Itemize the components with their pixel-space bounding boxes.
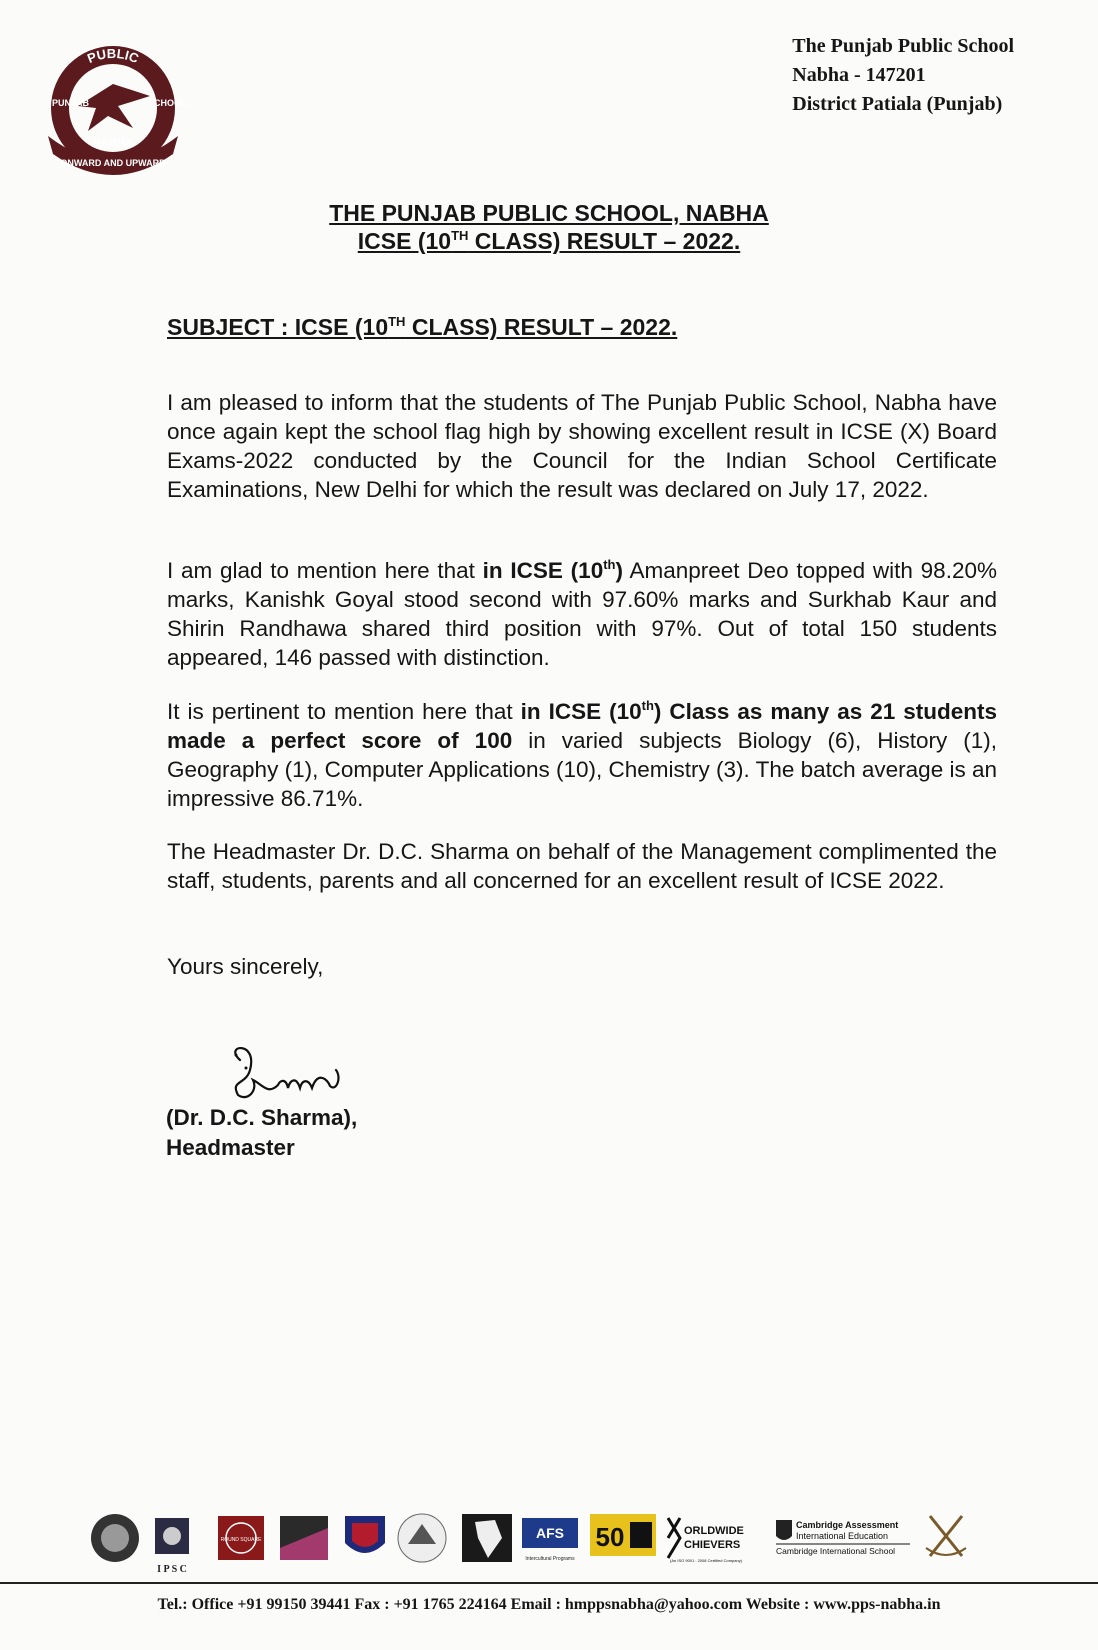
paragraph-4: The Headmaster Dr. D.C. Sharma on behalf of the Management complimented the staff, students, parents and all concerned for an excellent result of ICSE 2022. bbox=[167, 839, 997, 893]
india-map-logo bbox=[462, 1514, 512, 1562]
svg-text:CHIEVERS: CHIEVERS bbox=[684, 1539, 741, 1551]
svg-text:50: 50 bbox=[595, 1522, 625, 1552]
svg-text:ROUND SQUARE: ROUND SQUARE bbox=[220, 1537, 262, 1543]
svg-text:International Education: International Education bbox=[796, 1531, 889, 1541]
ipsc-logo bbox=[155, 1518, 189, 1575]
logo-motto: ONWARD AND UPWARD bbox=[60, 158, 166, 168]
affiliation-logo-4 bbox=[280, 1516, 328, 1560]
paragraph-1: I am pleased to inform that the students of The Punjab Public School, Nabha have once again kept the school flag high by showing excellent result in ICSE (X) Board Exams-2022 conducted by the Council for the Indian School Certificate Examinations, New Delhi for which the result was declared on July 17, 2022. bbox=[167, 390, 997, 502]
worldwide-achievers-logo bbox=[668, 1518, 744, 1563]
subject-line: SUBJECT : ICSE (10TH CLASS) RESULT – 2022. bbox=[167, 314, 678, 340]
school-address bbox=[792, 32, 1014, 119]
address-line-1: The Punjab Public School bbox=[792, 35, 1014, 57]
crossed-rifles-logo bbox=[926, 1516, 966, 1556]
logo-left-text: PUNJAB bbox=[52, 98, 90, 108]
top-50-logo bbox=[590, 1514, 656, 1556]
svg-text:(An ISO 9001 : 2008 Certified: (An ISO 9001 : 2008 Certified Company) bbox=[670, 1558, 743, 1563]
footer-contact: Tel.: Office +91 99150 39441 Fax : +91 1765 224164 Email : hmppsnabha@yahoo.com Website : www.pps-nabha.in bbox=[157, 1596, 941, 1613]
federation-logo bbox=[398, 1514, 446, 1562]
signatory-name: (Dr. D.C. Sharma), bbox=[166, 1105, 358, 1130]
cambridge-logo bbox=[776, 1520, 910, 1556]
svg-text:Cambridge Assessment: Cambridge Assessment bbox=[796, 1520, 899, 1530]
logo-bottom-text: NABHA bbox=[93, 137, 133, 149]
shield-logo bbox=[345, 1516, 385, 1553]
paragraph-3: It is pertinent to mention here that in ICSE (10th) Class as many as 21 students made a perfect score of 100 in varied subjects Biology (6), History (1), Geography (1), Computer Applications (10), Chemistry (3). The batch average is an impressive 86.71%. bbox=[167, 698, 997, 811]
footer-divider bbox=[0, 1582, 1098, 1584]
signatory-block bbox=[166, 1103, 357, 1163]
closing: Yours sincerely, bbox=[167, 954, 324, 979]
logo-right-text: SCHOOL bbox=[148, 98, 187, 108]
document-title-line-2: ICSE (10TH CLASS) RESULT – 2022. bbox=[357, 228, 741, 254]
svg-text:AFS: AFS bbox=[536, 1525, 564, 1541]
afs-logo bbox=[522, 1518, 578, 1562]
document-title-line-1: THE PUNJAB PUBLIC SCHOOL, NABHA bbox=[329, 200, 769, 226]
address-line-2: Nabha - 147201 bbox=[792, 64, 926, 86]
affiliation-logo-1 bbox=[91, 1514, 139, 1562]
svg-text:Intercultural Programs: Intercultural Programs bbox=[525, 1556, 575, 1562]
school-crest-logo bbox=[38, 36, 188, 186]
signatory-designation: Headmaster bbox=[166, 1135, 295, 1160]
logo-arc-text: PUBLIC bbox=[85, 45, 141, 67]
svg-text:I P S C: I P S C bbox=[157, 1564, 187, 1575]
svg-text:ORLDWIDE: ORLDWIDE bbox=[684, 1525, 744, 1537]
affiliation-logos bbox=[90, 1508, 1020, 1578]
address-line-3: District Patiala (Punjab) bbox=[792, 93, 1003, 115]
paragraph-2: I am glad to mention here that in ICSE (10th) Amanpreet Deo topped with 98.20% marks, Kanishk Goyal stood second with 97.60% marks and Surkhab Kaur and Shirin Randhawa shared third position with 97%. Out of total 150 students appeared, 146 passed with distinction. bbox=[167, 557, 997, 670]
round-square-logo bbox=[218, 1516, 264, 1560]
svg-text:Cambridge International School: Cambridge International School bbox=[776, 1546, 896, 1556]
handwritten-signature bbox=[218, 1040, 368, 1106]
